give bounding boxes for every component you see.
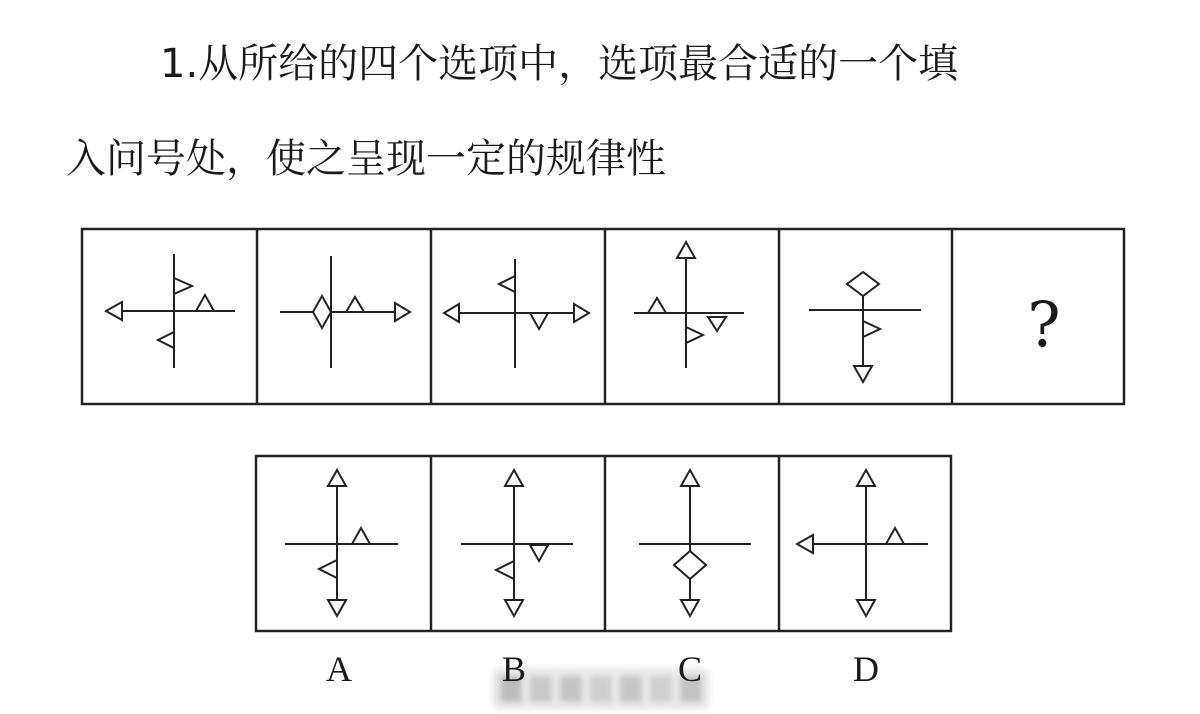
question-text-line-2: 入问号处，使之呈现一定的规律性	[66, 136, 666, 182]
sequence-figure-5	[809, 272, 921, 382]
option-a-figure	[285, 470, 398, 616]
option-label-d[interactable]: D	[853, 649, 879, 689]
option-label-b[interactable]: B	[501, 649, 526, 689]
option-label-c[interactable]: C	[677, 649, 702, 689]
option-b-figure	[461, 470, 573, 616]
option-c-figure	[639, 470, 751, 616]
sequence-frame	[82, 229, 1124, 404]
option-label-a[interactable]: A	[326, 649, 352, 689]
sequence-figure-3	[444, 259, 589, 368]
sequence-figure-2	[280, 256, 410, 368]
sequence-figure-1	[106, 254, 235, 368]
sequence-figure-4	[634, 242, 744, 368]
question-text-line-1: 1.从所给的四个选项中，选项最合适的一个填	[160, 41, 959, 87]
option-d-figure	[797, 470, 928, 616]
question-mark: ?	[1027, 288, 1061, 361]
